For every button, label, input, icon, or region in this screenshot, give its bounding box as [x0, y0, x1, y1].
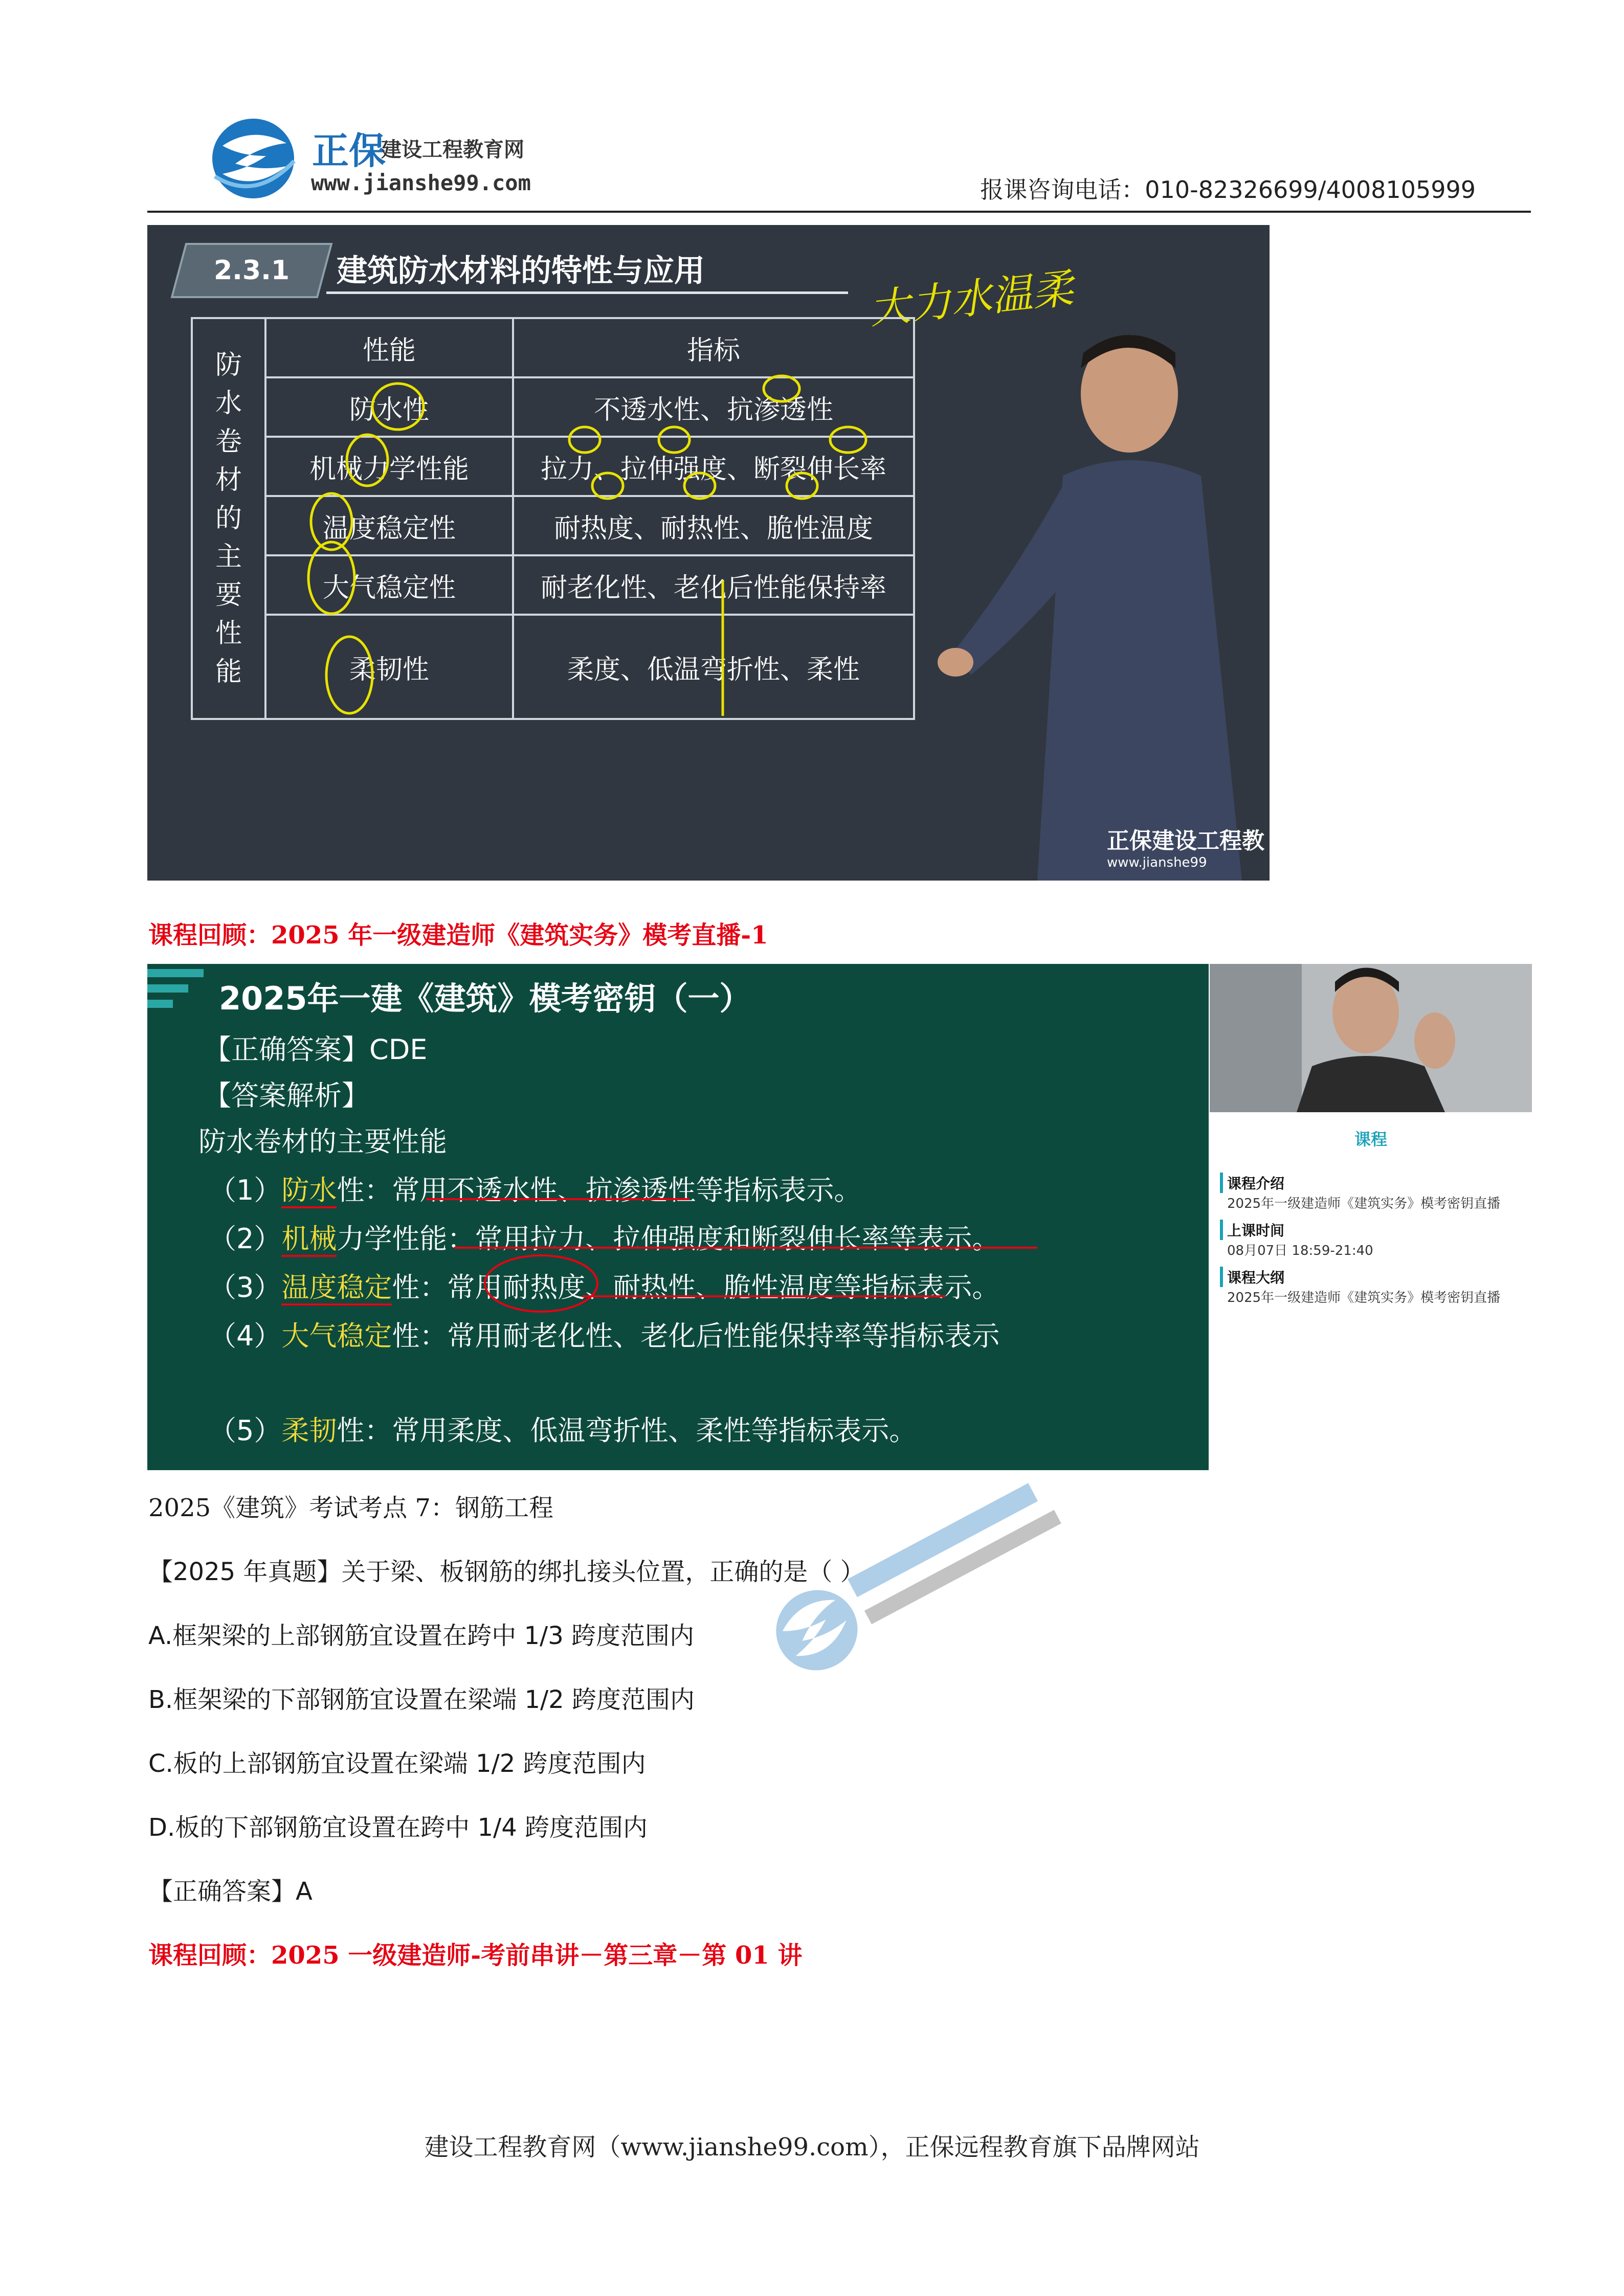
section-heading: 课程介绍	[1220, 1173, 1527, 1193]
property-cell: 柔韧性	[265, 615, 513, 719]
logo-emblem-icon	[205, 115, 302, 202]
section-text: 2025年一级建造师《建筑实务》模考密钥直播	[1227, 1290, 1501, 1305]
lecture-screenshot-1	[147, 225, 1270, 881]
course-review-caption-2: 课程回顾：2025 一级建造师-考前串讲－第三章－第 01 讲	[148, 1941, 803, 1970]
row-header: 防水卷材的主要性能	[192, 318, 265, 719]
indicator-cell: 拉力、拉伸强度、断裂伸长率	[513, 437, 914, 496]
annotation-marks	[147, 964, 1209, 1470]
logo-subtitle: 建设工程教育网	[381, 138, 524, 162]
indicator-cell: 耐老化性、老化后性能保持率	[513, 555, 914, 615]
section-heading: 课程大纲	[1220, 1267, 1527, 1287]
col-header-indicator: 指标	[513, 318, 914, 377]
course-outline-section	[1220, 1267, 1527, 1306]
section-text: 2025年一级建造师《建筑实务》模考密钥直播	[1227, 1196, 1501, 1211]
analysis-intro: 防水卷材的主要性能	[198, 1126, 447, 1158]
property-cell: 防水性	[265, 377, 513, 437]
option-d: D.板的下部钢筋宜设置在跨中 1/4 跨度范围内	[148, 1813, 648, 1842]
page-footer: 建设工程教育网（www.jianshe99.com），正保远程教育旗下品牌网站	[424, 2133, 1200, 2162]
phone-number: 报课咨询电话：010-82326699/4008105999	[980, 176, 1476, 204]
logo	[205, 110, 563, 207]
analysis-label: 【答案解析】	[204, 1079, 369, 1112]
video-watermark: 正保建设工程教 www.jianshe99	[1107, 828, 1264, 870]
correct-answer: 【正确答案】A	[148, 1877, 313, 1906]
option-b: B.框架梁的下部钢筋宜设置在梁端 1/2 跨度范围内	[148, 1685, 695, 1714]
logo-url: www.jianshe99.com	[311, 170, 531, 195]
col-header-property: 性能	[265, 318, 513, 377]
tab-course[interactable]: 课程	[1354, 1130, 1387, 1149]
topic-heading: 2025《建筑》考试考点 7：钢筋工程	[148, 1494, 553, 1522]
property-cell: 机械力学性能	[265, 437, 513, 496]
slide-title: 建筑防水材料的特性与应用	[337, 253, 705, 289]
teacher-video-image	[1210, 964, 1532, 1112]
indicator-cell: 柔度、低温弯折性、柔性	[513, 615, 914, 719]
property-cell: 大气稳定性	[265, 555, 513, 615]
property-cell: 温度稳定性	[265, 496, 513, 555]
option-a: A.框架梁的上部钢筋宜设置在跨中 1/3 跨度范围内	[148, 1622, 695, 1650]
live-course-sidebar	[1210, 964, 1532, 1470]
slide-title: 2025年一建《建筑》模考密钥（一）	[219, 980, 751, 1017]
correct-answer: 【正确答案】CDE	[204, 1033, 428, 1066]
presenter-image	[935, 322, 1270, 881]
header-divider	[147, 211, 1531, 213]
option-c: C.板的上部钢筋宜设置在梁端 1/2 跨度范围内	[148, 1749, 646, 1778]
section-number-badge: 2.3.1	[171, 243, 333, 298]
course-intro-section	[1220, 1173, 1527, 1212]
analysis-item: （5）柔韧性：常用柔度、低温弯折性、柔性等指标表示。	[209, 1414, 917, 1447]
analysis-item: （4）大气稳定性：常用耐老化性、老化后性能保持率等指标表示	[209, 1320, 1000, 1352]
analysis-item: （3）温度稳定性：常用耐热度、耐热性、脆性温度等指标表示。	[209, 1266, 999, 1305]
indicator-cell: 不透水性、抗渗透性	[513, 377, 914, 437]
handwritten-note: 大力水温柔	[866, 264, 1076, 333]
section-heading: 上课时间	[1220, 1220, 1527, 1240]
course-time-section	[1220, 1220, 1527, 1259]
course-review-caption-1: 课程回顾：2025 年一级建造师《建筑实务》模考直播-1	[148, 921, 768, 950]
indicator-cell: 耐热度、耐热性、脆性温度	[513, 496, 914, 555]
analysis-item: （1）防水性：常用不透水性、抗渗透性等指标表示。	[209, 1168, 861, 1208]
question-text: 【2025 年真题】关于梁、板钢筋的绑扎接头位置，正确的是（ ）	[148, 1558, 865, 1586]
logo-brand: 正保	[312, 129, 386, 172]
analysis-item: （2）机械力学性能：常用拉力、拉伸强度和断裂伸长率等表示。	[209, 1217, 999, 1256]
lecture-screenshot-2	[147, 964, 1209, 1470]
section-text: 08月07日 18:59-21:40	[1227, 1243, 1373, 1258]
